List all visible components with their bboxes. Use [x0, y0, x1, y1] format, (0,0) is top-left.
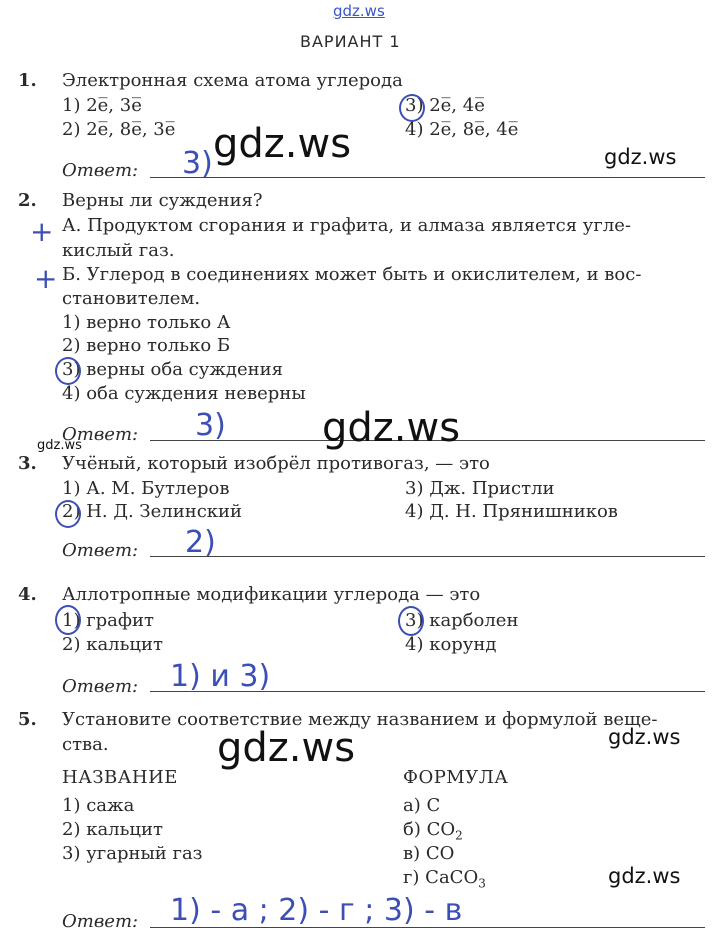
watermark: gdz.ws [608, 864, 681, 888]
q2-option-2: 2) верно только Б [62, 335, 231, 356]
q5-formula-a: а) C [403, 795, 441, 816]
q4-option-3: 3) карболен [405, 610, 519, 631]
q2-text: Верны ли суждения? [62, 190, 263, 211]
q2-number: 2. [18, 190, 37, 211]
q4-text: Аллотропные модификации углерода — это [62, 584, 481, 605]
q5-text-line1: Установите соответствие между названием и формулой веще- [62, 709, 658, 730]
plus-mark-a: + [30, 215, 54, 248]
q3-option-1: 1) А. М. Бутлеров [62, 478, 230, 499]
q3-answer-line [150, 556, 705, 557]
q4-answer-label: Ответ: [62, 676, 139, 697]
selected-circle-mark [55, 605, 81, 635]
selected-circle-mark [398, 606, 424, 636]
q1-option-1: 1) 2e̅, 3e̅ [62, 95, 142, 116]
plus-mark-b: + [34, 262, 58, 295]
watermark: gdz.ws [213, 121, 352, 167]
q3-number: 3. [18, 453, 37, 474]
q5-number: 5. [18, 709, 37, 730]
variant-title: ВАРИАНТ 1 [300, 32, 401, 51]
q4-option-4: 4) корунд [405, 634, 497, 655]
q5-answer-label: Ответ: [62, 911, 139, 932]
watermark: gdz.ws [604, 145, 677, 169]
q3-text: Учёный, который изобрёл противогаз, — это [62, 453, 490, 474]
q2-option-1: 1) верно только А [62, 312, 231, 333]
q5-formula-c: в) CO [403, 843, 455, 864]
q2-statement-a-line1: А. Продуктом сгорания и графита, и алмаза является угле- [62, 215, 631, 236]
q2-handwritten-answer: 3) [195, 408, 226, 443]
q3-answer-label: Ответ: [62, 540, 139, 561]
q1-number: 1. [18, 70, 37, 91]
q3-option-4: 4) Д. Н. Прянишников [405, 501, 618, 522]
q2-statement-a-line2: кислый газ. [62, 240, 175, 261]
q5-formula-b: б) $CO_2$ [403, 819, 463, 843]
q5-formula-d: г) CaCO$_3$ [403, 867, 486, 891]
selected-circle-mark [399, 94, 425, 122]
q4-option-1: 1) графит [62, 610, 154, 631]
q5-name-2: 2) кальцит [62, 819, 163, 840]
q4-option-2: 2) кальцит [62, 634, 163, 655]
q2-statement-b-line2: становителем. [62, 288, 201, 309]
q2-option-3: 3) верны оба суждения [62, 359, 283, 380]
watermark: gdz.ws [322, 405, 461, 451]
q1-handwritten-answer: 3) [182, 146, 213, 181]
q2-option-4: 4) оба суждения неверны [62, 383, 306, 404]
watermark-top[interactable]: gdz.ws [333, 2, 385, 20]
q1-option-4: 4) 2e̅, 8e̅, 4e̅ [405, 119, 519, 140]
selected-circle-mark [55, 500, 81, 528]
q5-name-3: 3) угарный газ [62, 843, 203, 864]
q3-option-2: 2) Н. Д. Зелинский [62, 501, 243, 522]
column-header-formula: ФОРМУЛА [403, 767, 509, 788]
watermark: gdz.ws [608, 725, 681, 749]
q4-handwritten-answer: 1) и 3) [170, 659, 271, 694]
watermark: gdz.ws [37, 438, 82, 453]
q1-answer-label: Ответ: [62, 160, 139, 181]
q2-answer-label: Ответ: [62, 424, 139, 445]
q1-option-2: 2) 2e̅, 8e̅, 3e̅ [62, 119, 176, 140]
q1-text: Электронная схема атома углерода [62, 70, 403, 91]
q5-handwritten-answer: 1) - а ; 2) - г ; 3) - в [170, 893, 463, 928]
q4-number: 4. [18, 584, 37, 605]
column-header-name: НАЗВАНИЕ [62, 767, 178, 788]
q1-answer-line [150, 177, 705, 178]
q2-statement-b-line1: Б. Углерод в соединениях может быть и окислителем, и вос- [62, 264, 642, 285]
q1-option-3: 3) 2e̅, 4e̅ [405, 95, 485, 116]
q5-name-1: 1) сажа [62, 795, 135, 816]
q3-option-3: 3) Дж. Пристли [405, 478, 555, 499]
selected-circle-mark [55, 357, 81, 385]
q3-handwritten-answer: 2) [185, 525, 216, 560]
q5-text-line2: ства. [62, 734, 109, 755]
watermark: gdz.ws [217, 725, 356, 771]
